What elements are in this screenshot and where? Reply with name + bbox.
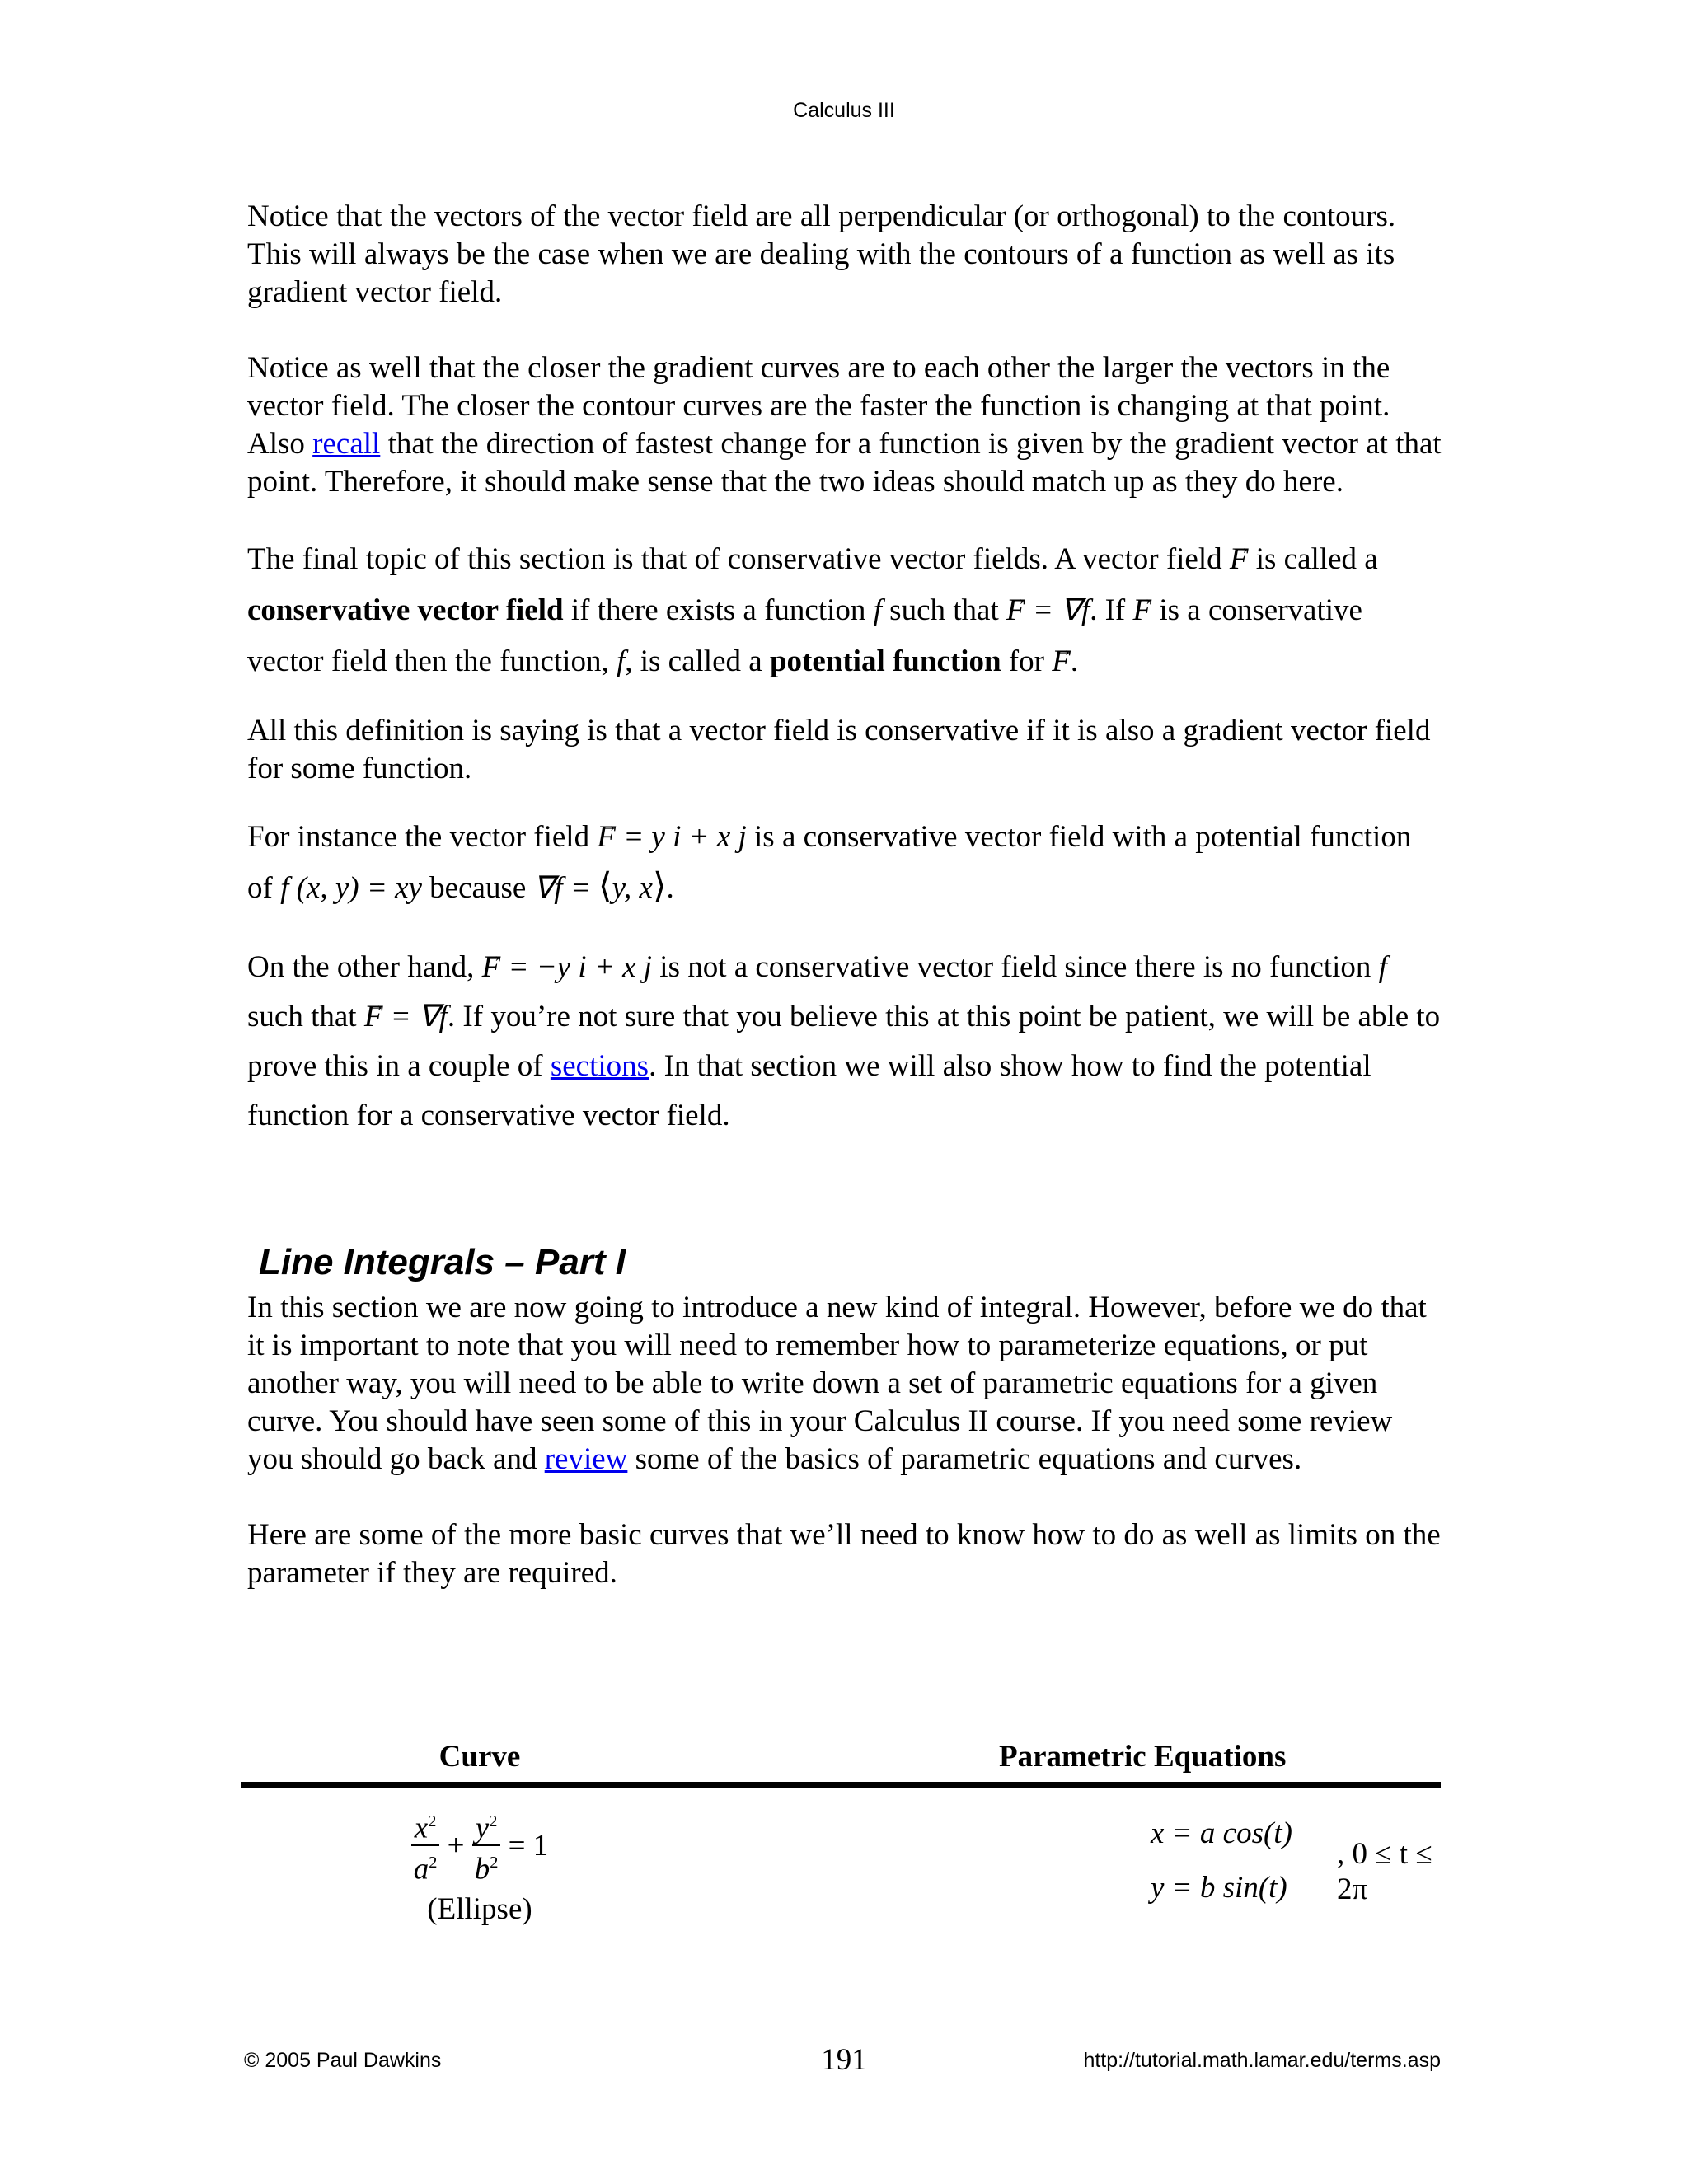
equation-gradient: = ∇f — [390, 1000, 448, 1033]
footer-copyright: © 2005 Paul Dawkins — [244, 2049, 442, 2072]
paragraph-orthogonal: Notice that the vectors of the vector field are all perpendicular (or orthogonal) to the contours. This will always be the case when we are dealing with the contours of a function as well as its gradient vector field. — [247, 199, 1396, 309]
vector-F: → F — [1230, 534, 1249, 585]
parametric-x: x = a cos(t) — [1151, 1816, 1292, 1850]
text: . — [1070, 644, 1079, 678]
curve-cell — [241, 1805, 719, 1927]
paragraph-example-conservative — [247, 813, 1442, 913]
table-rule — [241, 1782, 1441, 1788]
curves-table — [241, 1739, 1441, 1926]
paragraph-definition-summary: All this definition is saying is that a vector field is conservative if it is also a gradient vector field for some function. — [247, 714, 1431, 785]
text: Notice as well that the closer the gradient curves are to each other the larger the vectors in the vector field. The closer the contour curves are the faster the function is changing at that point. Also — [247, 351, 1390, 461]
parametric-y: y = b sin(t) — [1151, 1871, 1287, 1905]
column-header-curve: Curve — [438, 1740, 521, 1774]
text: On the other hand, — [247, 950, 482, 984]
vector-F: → F — [1006, 585, 1025, 636]
exponent: 2 — [490, 1854, 499, 1872]
text: for — [1001, 644, 1053, 678]
gradient-vector: y, x — [612, 871, 653, 905]
text: is not a conservative vector field since there is no function — [652, 950, 1379, 984]
exponent: 2 — [489, 1812, 498, 1830]
text: that the direction of fastest change for a function is given by the gradient vector at that point. Therefore, it should make sense that the two ideas should match up as they do here. — [247, 427, 1442, 499]
review-link[interactable]: review — [544, 1442, 628, 1476]
text: because — [421, 871, 534, 905]
section-title: Line Integrals – Part I — [259, 1242, 626, 1282]
term-conservative-vector-field: conservative vector field — [247, 593, 564, 627]
page-footer — [0, 2042, 1688, 2083]
plus-sign: + — [447, 1828, 465, 1863]
parametric-cell — [1151, 1807, 1292, 1915]
table-header — [241, 1739, 1441, 1779]
angle-bracket-close: ⟩ — [652, 867, 667, 906]
text: is a conservative vector field with a potential function of — [247, 820, 1412, 905]
running-head: Calculus III — [793, 99, 895, 122]
page-content — [247, 198, 1442, 1592]
function-f: f — [616, 644, 626, 678]
paragraph-line-integrals-intro — [247, 1289, 1442, 1479]
text: if there exists a function — [563, 593, 874, 627]
text: For instance the vector field — [247, 820, 598, 854]
text: some of the basics of parametric equations and curves. — [627, 1442, 1302, 1476]
function-f: f — [1378, 950, 1387, 984]
denominator: a — [413, 1852, 429, 1886]
equation-potential: f (x, y) = xy — [280, 871, 422, 905]
paragraph-example-nonconservative — [247, 943, 1442, 1141]
numerator: y — [475, 1811, 490, 1845]
equation-gradient: = ∇f — [1032, 593, 1090, 627]
text: such that — [881, 593, 1006, 627]
table-row — [241, 1788, 1441, 1926]
equals-one: = 1 — [508, 1828, 549, 1863]
paragraph-gradient-curves — [247, 349, 1442, 501]
recall-link[interactable]: recall — [312, 427, 381, 461]
footer-url[interactable]: http://tutorial.math.lamar.edu/terms.asp — [1083, 2049, 1441, 2072]
vector-F: → F — [1052, 636, 1071, 687]
equation-example1: = y i + x j — [623, 820, 747, 854]
section-spacer — [247, 1141, 1442, 1240]
text: . If you’re not sure that you believe this at this point be patient, we will be able to prove this in a couple of — [247, 1000, 1441, 1083]
exponent: 2 — [428, 1812, 437, 1830]
column-header-parametric-equations: Parametric Equations — [999, 1740, 1287, 1774]
exponent: 2 — [429, 1854, 438, 1872]
equation-gradient-f: ∇f = — [533, 871, 599, 905]
denominator: b — [474, 1852, 490, 1886]
equation-example2: = −y i + x j — [508, 950, 653, 984]
fraction-y — [472, 1805, 501, 1886]
vector-F: → F — [364, 992, 383, 1042]
term-potential-function: potential function — [769, 644, 1001, 678]
vector-F: → F — [597, 813, 616, 862]
vector-F: → F — [1133, 585, 1152, 636]
text: . If — [1090, 593, 1133, 627]
text: is called a — [1248, 542, 1378, 576]
text: In this section we are now going to introduce a new kind of integral. However, before we do that it is important to note that you will need to remember how to parameterize equations, or put another way, you will need to be able to write down a set of parametric equations for a given curve. You should have seen some of this in your Calculus II course. If you need some review you should go back and — [247, 1291, 1427, 1476]
sections-link[interactable]: sections — [550, 1049, 649, 1083]
parameter-range: , 0 ≤ t ≤ 2π — [1337, 1837, 1432, 1906]
text: . — [666, 871, 674, 905]
text: is a conservative vector field then the function, — [247, 593, 1362, 678]
curve-name: (Ellipse) — [427, 1891, 532, 1926]
paragraph-conservative-definition — [247, 534, 1442, 687]
function-f: f — [873, 593, 882, 627]
angle-bracket-open: ⟨ — [598, 867, 612, 906]
paragraph-basic-curves: Here are some of the more basic curves that we’ll need to know how to do as well as limits on the parameter if they are required. — [247, 1518, 1441, 1590]
numerator: x — [414, 1811, 429, 1845]
text: such that — [247, 1000, 364, 1033]
text: , is called a — [625, 644, 770, 678]
text: . In that section we will also show how to find the potential function for a conservative vector field. — [247, 1049, 1372, 1132]
text: The final topic of this section is that of conservative vector fields. A vector field — [247, 542, 1230, 576]
vector-F: → F — [482, 943, 501, 992]
page-number: 191 — [821, 2043, 867, 2077]
fraction-x — [411, 1805, 440, 1886]
